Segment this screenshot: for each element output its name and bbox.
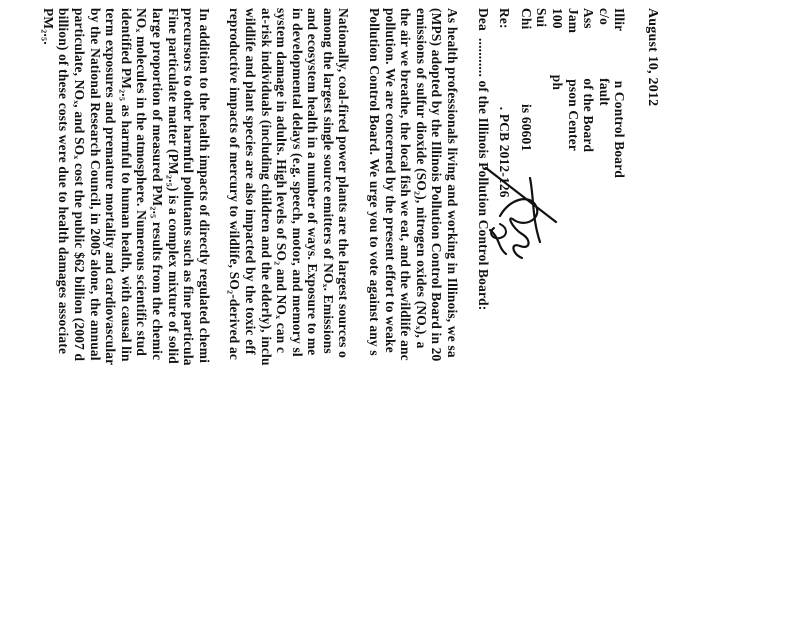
address-line: Sui xyxy=(534,8,550,28)
text-line: Nationally, coal-fired power plants are the largest sources o xyxy=(336,8,352,359)
letter-body xyxy=(25,8,660,608)
letter-date: August 10, 2012 xyxy=(645,8,660,107)
text-line: at-risk individuals (including children and the elderly), inclu xyxy=(258,8,274,366)
address-line: c/o fault xyxy=(596,8,612,106)
text-line: and ecosystem health in a number of ways. Exposure to me xyxy=(305,8,321,356)
recipient-address xyxy=(518,8,627,608)
text-line: In addition to the health impacts of directly regulated chemi xyxy=(196,8,212,364)
text-line: identified PM₂.₅ as harmful to human health, with causal lin xyxy=(118,8,134,362)
text-line: wildlife and plant species are also impacted by the toxic eff xyxy=(242,8,258,355)
text-line: system damage in adults. High levels of SO₂ and NOₓ can c xyxy=(274,8,290,354)
text-line: term exposures and premature mortality and cardiovascular xyxy=(103,8,119,366)
text-line: precursors to other harmful pollutants such as fine particula xyxy=(181,8,197,366)
address-line: 100 ph xyxy=(550,8,566,91)
text-line: particulate, NOₓ, and SOₓ cost the public $62 billion (2007 d xyxy=(72,8,87,362)
text-line: by the National Research Council, in 2005 alone, the annual xyxy=(87,8,103,361)
paragraph-1 xyxy=(367,8,461,608)
paragraph-2 xyxy=(227,8,352,608)
text-line: emissions of sulfur dioxide (SO₂), nitrogen oxides (NOₓ), a xyxy=(413,8,429,349)
text-line: Fine particulate matter (PM₂.₅) is a complex mixture of solid xyxy=(165,8,181,364)
salutation: Dea ........... of the Illinois Pollution Control Board: xyxy=(475,8,491,311)
text-line: Pollution Control Board. We urge you to vote against any s xyxy=(367,8,383,356)
text-line: in developmental delays (e.g. speech, motor, and memory sl xyxy=(289,8,305,357)
handwritten-signature xyxy=(478,158,570,278)
text-line: As health professionals living and working in Illinois, we sa xyxy=(445,8,461,358)
text-line: the air we breathe, the local fish we eat, and the wildlife anc xyxy=(398,8,414,361)
text-line: among the largest single source emitters of NOₓ. Emissions xyxy=(320,8,336,354)
text-line: reproductive impacts of mercury to wildlife, SO₂-derived ac xyxy=(227,8,243,361)
text-line: PM₂.₅. xyxy=(40,8,56,45)
text-line: NOₓ molecules in the atmosphere. Numerous scientific stud xyxy=(134,8,150,356)
address-line: Ass of the Board xyxy=(581,8,597,153)
paragraph-3 xyxy=(40,8,212,608)
address-line: Illir n Control Board xyxy=(612,8,628,178)
address-line: Chi is 60601 xyxy=(518,8,534,152)
signature-scribble xyxy=(478,158,570,278)
reference-line: Re: . PCB 2012-126 xyxy=(497,8,513,198)
text-line: pollution. We are concerned by the present effort to weake xyxy=(382,8,398,353)
address-line: Jam pson Center xyxy=(565,8,581,152)
text-line: (MPS) adopted by the Illinois Pollution Control Board in 20 xyxy=(429,8,445,362)
text-line: billion) of these costs were due to health damages associate xyxy=(56,8,72,355)
text-line: large proportion of measured PM₂.₅ results from the chemic xyxy=(149,8,165,361)
